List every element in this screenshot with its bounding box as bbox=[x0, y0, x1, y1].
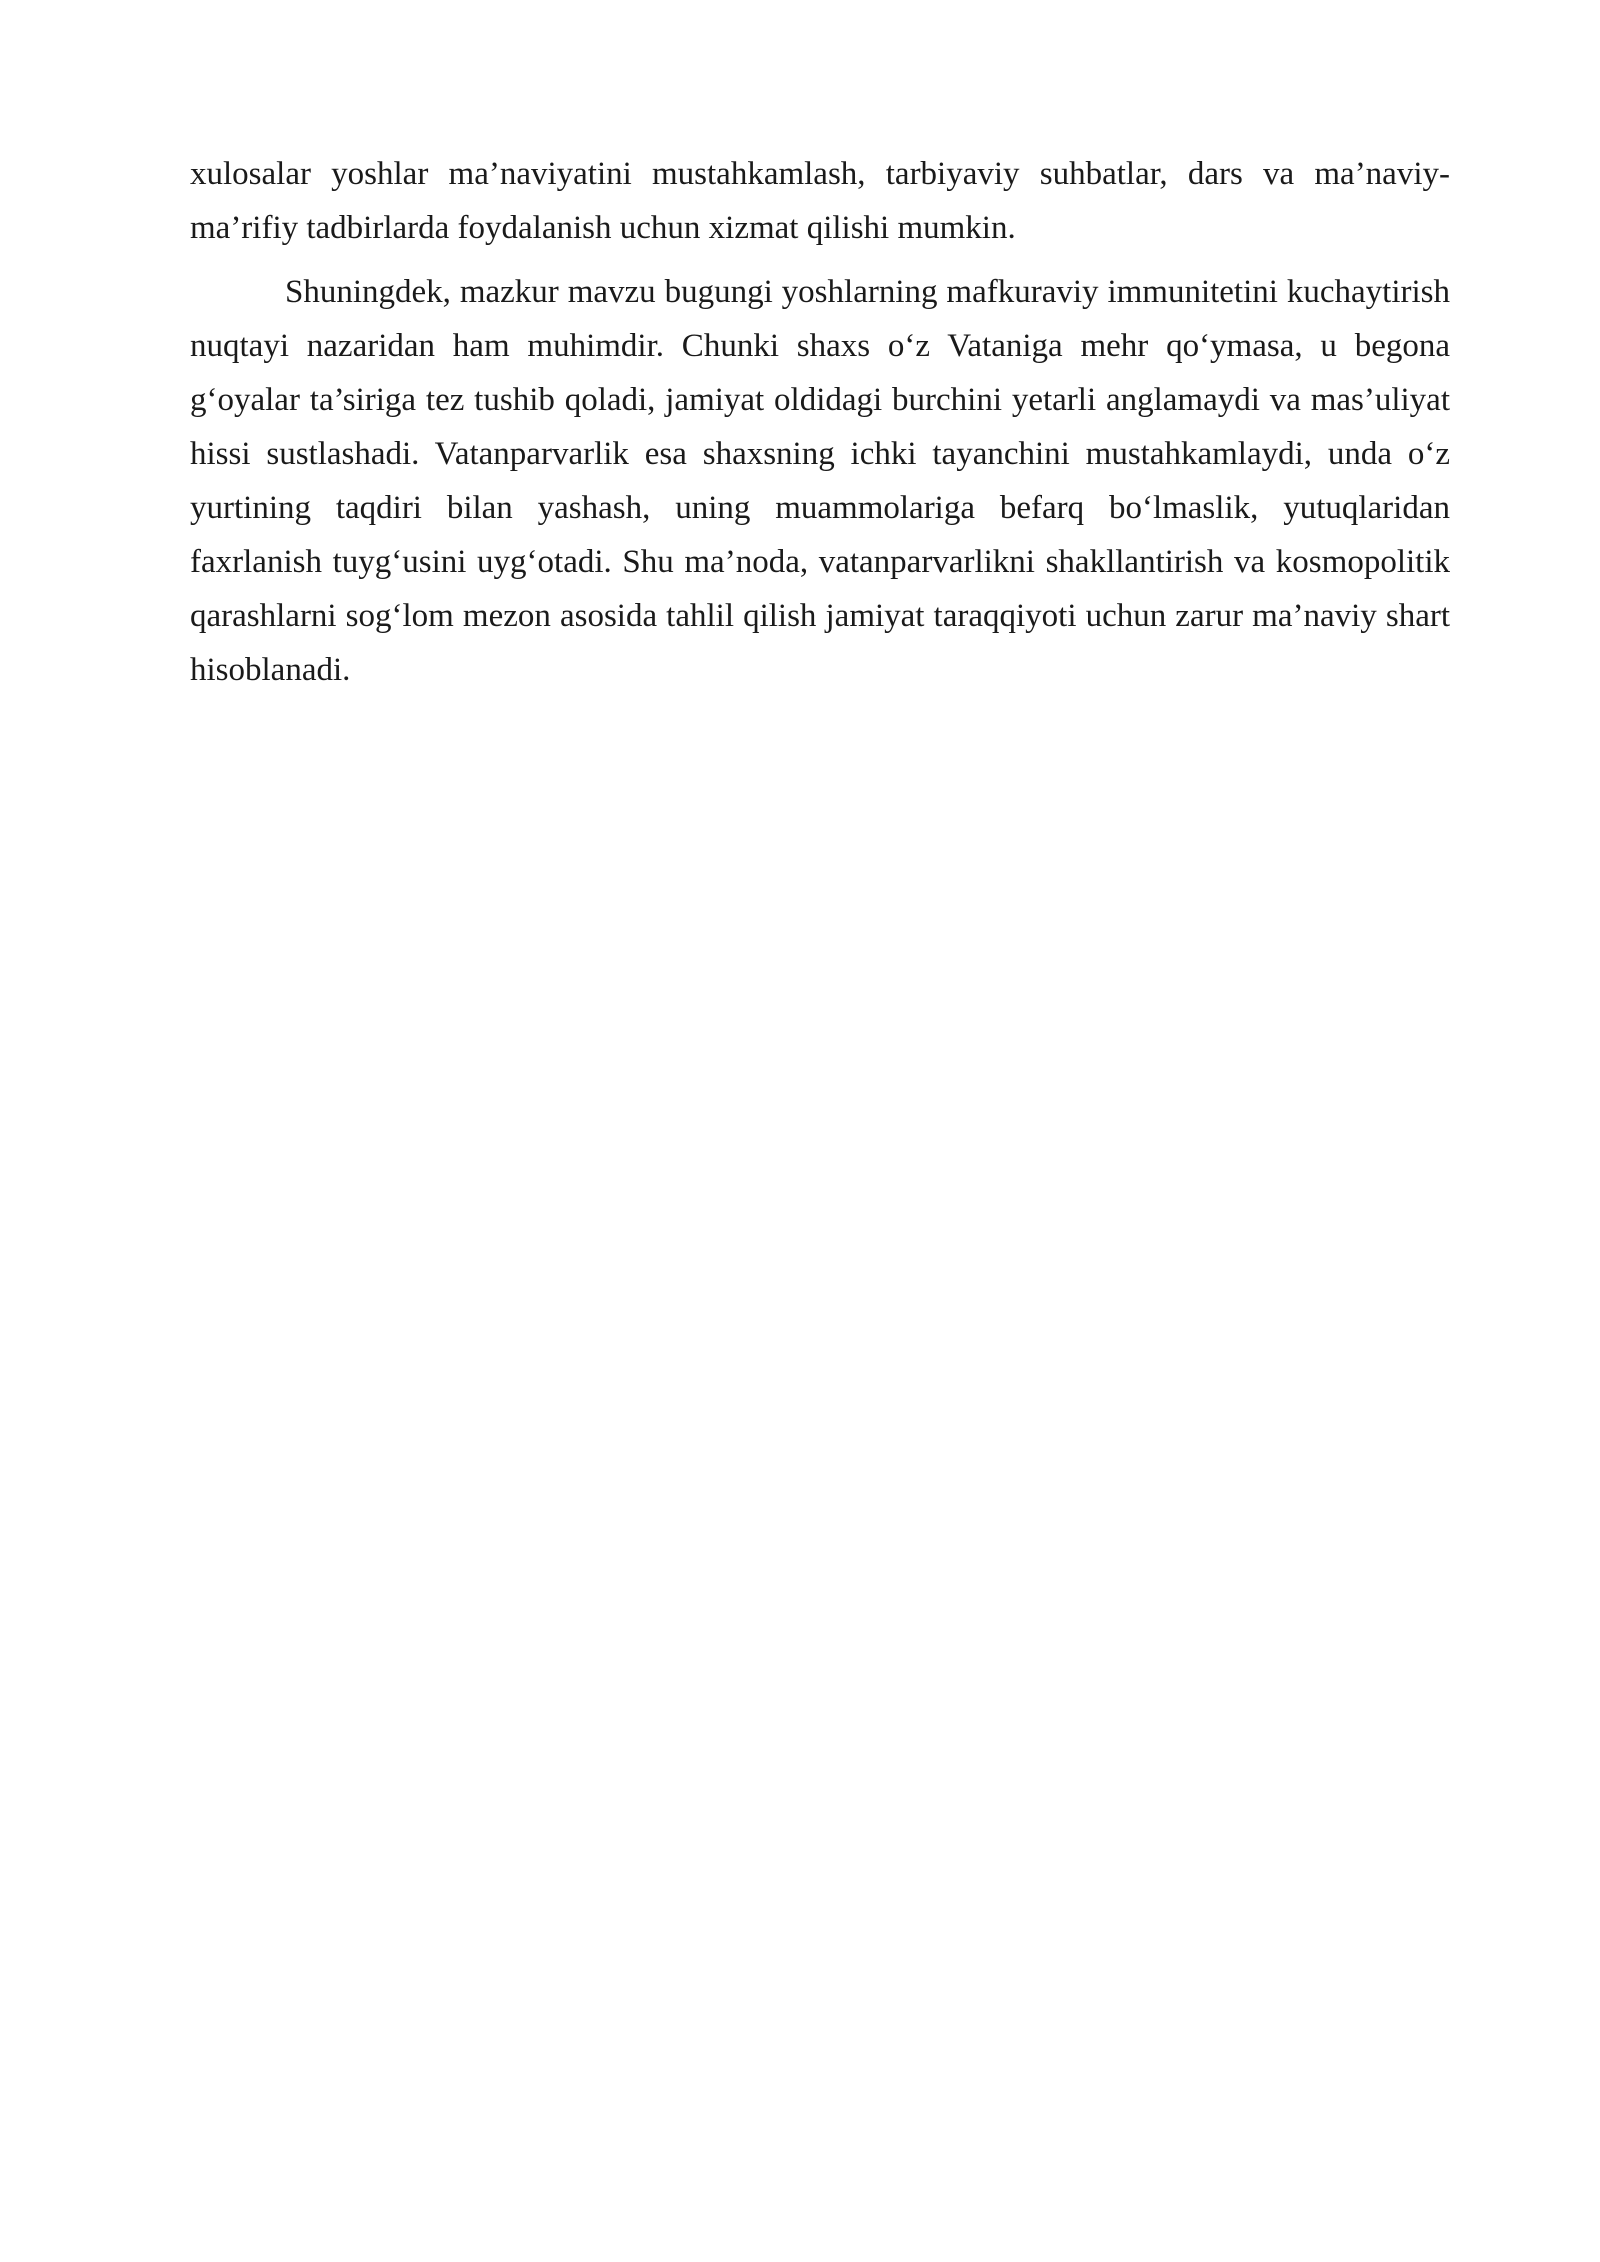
paragraph-continuation: xulosalar yoshlar ma’naviyatini mustahkamlash, tarbiyaviy suhbatlar, dars va ma’naviy-ma’rifiy tadbirlarda foydalanish uchun xizmat qilishi mumkin. bbox=[190, 156, 1450, 246]
body-text bbox=[190, 147, 1450, 697]
paragraph-main: Shuningdek, mazkur mavzu bugungi yoshlarning mafkuraviy immunitetini kuchaytirish nuqtayi nazaridan ham muhimdir. Chunki shaxs o‘z Vataniga mehr qo‘ymasa, u begona g‘oyalar ta’siriga tez tushib qoladi, jamiyat oldidagi burchini yetarli anglamaydi va mas’uliyat hissi sustlashadi. Vatanparvarlik esa shaxsning ichki tayanchini mustahkamlaydi, unda o‘z yurtining taqdiri bilan yashash, uning muammolariga befarq bo‘lmaslik, yutuqlaridan faxrlanish tuyg‘usini uyg‘otadi. Shu ma’noda, vatanparvarlikni shakllantirish va kosmopolitik qarashlarni sog‘lom mezon asosida tahlil qilish jamiyat taraqqiyoti uchun zarur ma’naviy shart hisoblanadi. bbox=[190, 274, 1450, 688]
